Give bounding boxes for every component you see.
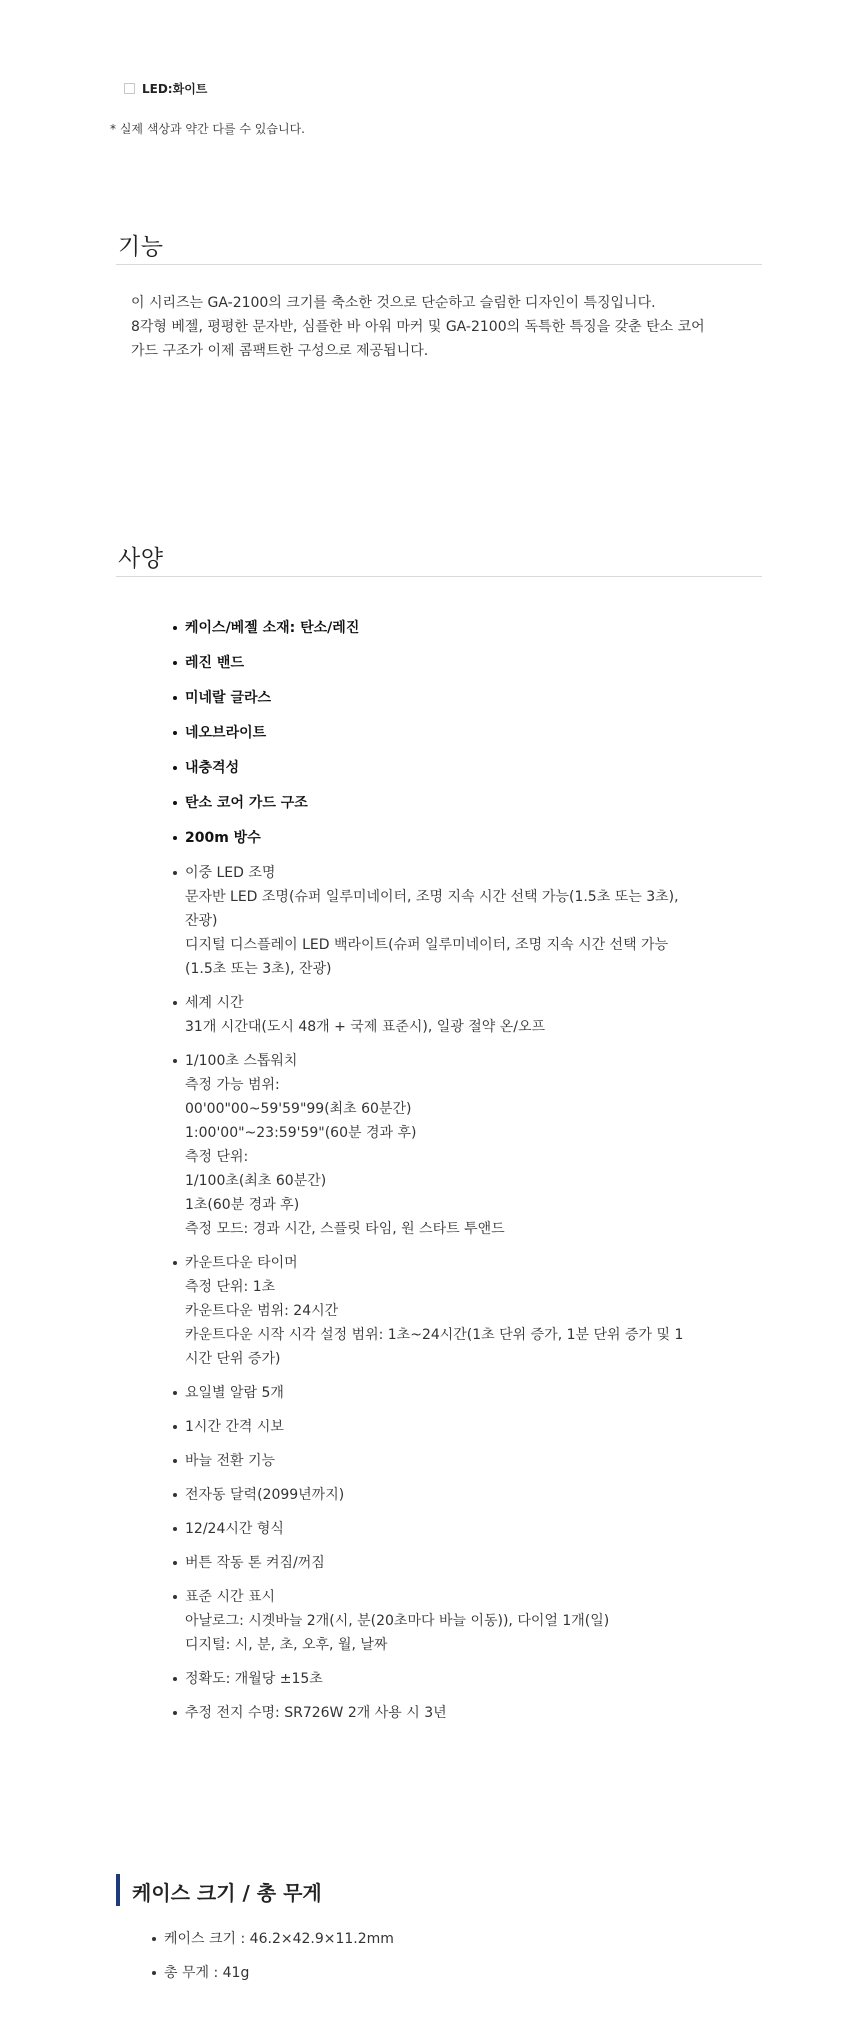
- features-description: [131, 291, 761, 363]
- spec-item-label: 정확도: 개월당 ±15초: [185, 1671, 323, 1687]
- features-title: 기능: [118, 234, 164, 260]
- spec-item: [173, 1701, 733, 1725]
- spec-item-label: 200m 방수: [185, 830, 261, 846]
- spec-item-label: 추정 전지 수명: SR726W 2개 사용 시 3년: [185, 1705, 447, 1721]
- spec-item-label: 바늘 전환 기능: [185, 1453, 276, 1469]
- spec-item: [173, 861, 733, 981]
- specs-list: [173, 616, 733, 1735]
- spec-item-detail: 측정 단위:: [185, 1149, 249, 1165]
- case-title: 케이스 크기 / 총 무게: [132, 1881, 322, 1905]
- spec-item-detail: 카운트다운 시작 시각 설정 범위: 1초~24시간(1초 단위 증가, 1분 단위 증가 및 1: [185, 1327, 684, 1343]
- features-divider: [116, 264, 762, 265]
- spec-item-label: 카운트다운 타이머: [185, 1255, 298, 1271]
- spec-item: [173, 651, 733, 675]
- led-option-label: LED:화이트: [142, 82, 208, 96]
- spec-item: [173, 1251, 733, 1371]
- spec-item-label: 1/100초 스톱워치: [185, 1053, 298, 1069]
- case-weight-item: 총 무게 : 41g: [152, 1961, 394, 1985]
- spec-item-label: 세계 시간: [185, 995, 244, 1011]
- spec-item-detail: 1:00'00"~23:59'59"(60분 경과 후): [185, 1125, 417, 1141]
- led-checkbox[interactable]: [124, 83, 135, 94]
- spec-item: [173, 1667, 733, 1691]
- specs-divider: [116, 576, 762, 577]
- spec-item-label: 케이스/베젤 소재: 탄소/레진: [185, 620, 360, 636]
- spec-item-detail: 1초(60분 경과 후): [185, 1197, 300, 1213]
- spec-item: [173, 1551, 733, 1575]
- spec-item-detail: 31개 시간대(도시 48개 + 국제 표준시), 일광 절약 온/오프: [185, 1019, 546, 1035]
- spec-item-detail: 1/100초(최초 60분간): [185, 1173, 327, 1189]
- spec-item-label: 내충격성: [185, 760, 240, 776]
- spec-item-detail: 00'00"00~59'59"99(최초 60분간): [185, 1101, 412, 1117]
- features-line: 이 시리즈는 GA-2100의 크기를 축소한 것으로 단순하고 슬림한 디자인이 특징입니다.: [131, 295, 656, 311]
- spec-item-detail: 측정 가능 범위:: [185, 1077, 280, 1093]
- spec-item: [173, 826, 733, 850]
- case-accent-bar: [116, 1874, 120, 1906]
- spec-item-label: 레진 밴드: [185, 655, 244, 671]
- spec-item: [173, 1483, 733, 1507]
- spec-item: [173, 616, 733, 640]
- spec-item-detail: 시간 단위 증가): [185, 1351, 281, 1367]
- spec-item: [173, 756, 733, 780]
- spec-item-detail: 측정 모드: 경과 시간, 스플릿 타임, 원 스타트 투앤드: [185, 1221, 505, 1237]
- spec-item: [173, 991, 733, 1039]
- case-list: [152, 1927, 394, 1995]
- spec-item-detail: 카운트다운 범위: 24시간: [185, 1303, 339, 1319]
- spec-item-label: 12/24시간 형식: [185, 1521, 284, 1537]
- spec-item: [173, 1449, 733, 1473]
- spec-item: [173, 1415, 733, 1439]
- spec-item: [173, 791, 733, 815]
- led-option[interactable]: [124, 80, 207, 97]
- spec-item-label: 표준 시간 표시: [185, 1589, 276, 1605]
- spec-item: [173, 686, 733, 710]
- spec-item-label: 요일별 알람 5개: [185, 1385, 284, 1401]
- spec-item-label: 전자동 달력(2099년까지): [185, 1487, 345, 1503]
- case-size-item: 케이스 크기 : 46.2×42.9×11.2mm: [152, 1927, 394, 1951]
- spec-item-detail: 디지털: 시, 분, 초, 오후, 월, 날짜: [185, 1637, 388, 1653]
- spec-item-detail: 아날로그: 시곗바늘 2개(시, 분(20초마다 바늘 이동)), 다이얼 1개(일): [185, 1613, 610, 1629]
- spec-item: [173, 1517, 733, 1541]
- spec-item-label: 1시간 간격 시보: [185, 1419, 284, 1435]
- spec-item-label: 네오브라이트: [185, 725, 267, 741]
- spec-item: [173, 1049, 733, 1241]
- spec-item-detail: 측정 단위: 1초: [185, 1279, 276, 1295]
- color-note: * 실제 색상과 약간 다를 수 있습니다.: [110, 122, 305, 136]
- spec-item-detail: 잔광): [185, 913, 218, 929]
- spec-item-label: 이중 LED 조명: [185, 865, 276, 881]
- features-line: 8각형 베젤, 평평한 문자반, 심플한 바 아워 마커 및 GA-2100의 독특한 특징을 갖춘 탄소 코어: [131, 319, 705, 335]
- spec-item-label: 미네랄 글라스: [185, 690, 272, 706]
- spec-item-detail: (1.5초 또는 3초), 잔광): [185, 961, 332, 977]
- spec-item-detail: 디지털 디스플레이 LED 백라이트(슈퍼 일루미네이터, 조명 지속 시간 선택 가능: [185, 937, 669, 953]
- spec-item: [173, 1585, 733, 1657]
- spec-item-label: 탄소 코어 가드 구조: [185, 795, 308, 811]
- spec-item: [173, 721, 733, 745]
- spec-item-detail: 문자반 LED 조명(슈퍼 일루미네이터, 조명 지속 시간 선택 가능(1.5초 또는 3초),: [185, 889, 679, 905]
- specs-title: 사양: [118, 546, 164, 572]
- spec-item: [173, 1381, 733, 1405]
- spec-item-label: 버튼 작동 톤 켜짐/꺼짐: [185, 1555, 325, 1571]
- features-line: 가드 구조가 이제 콤팩트한 구성으로 제공됩니다.: [131, 343, 429, 359]
